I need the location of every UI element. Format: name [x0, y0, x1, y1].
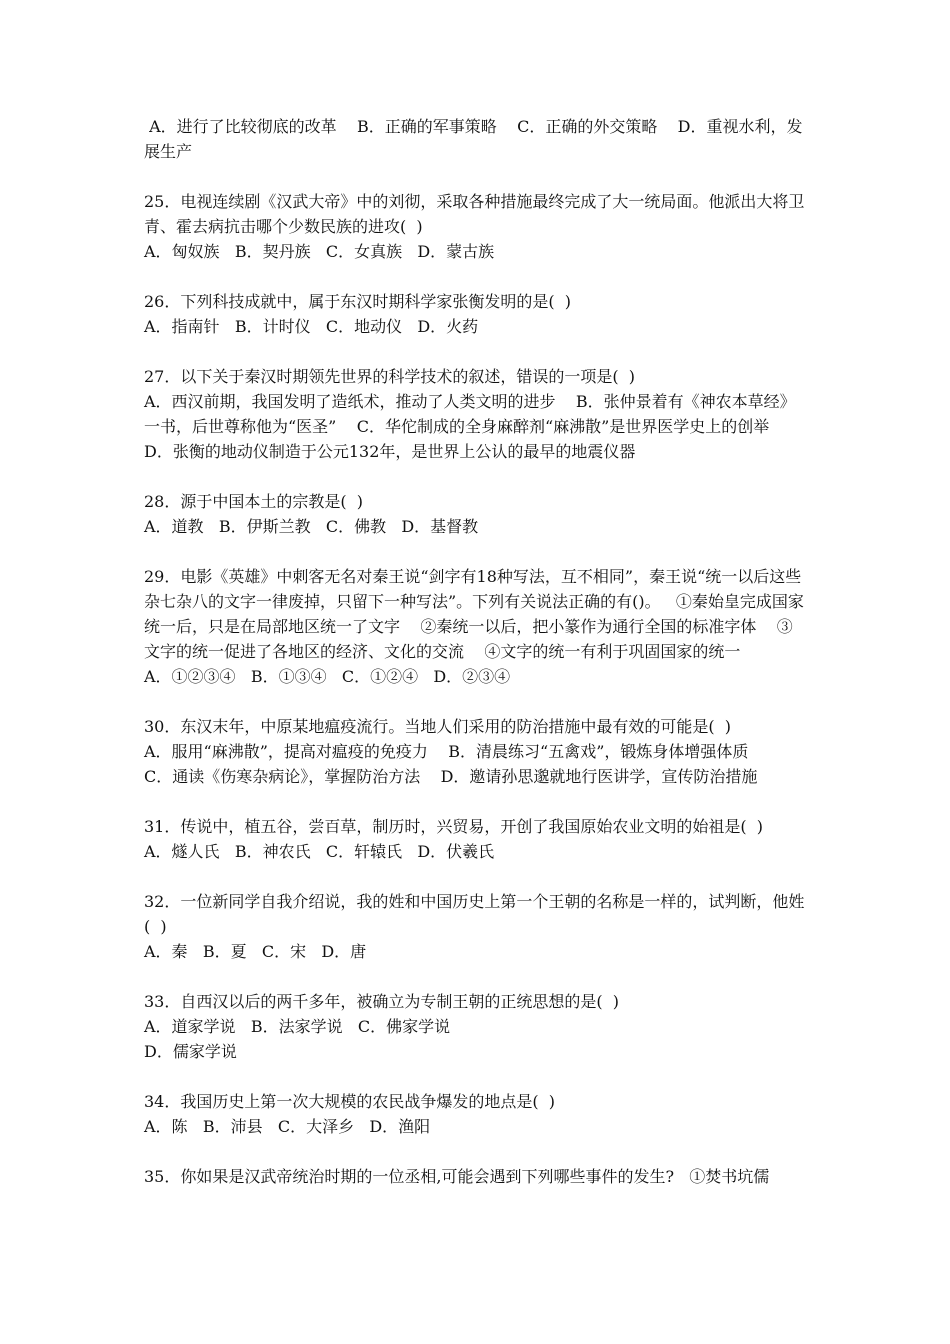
question-item	[144, 714, 808, 789]
question-options: A．道教 B．伊斯兰教 C．佛教 D．基督教	[144, 517, 479, 536]
question-stem: 32．一位新同学自我介绍说，我的姓和中国历史上第一个王朝的名称是一样的，试判断，他姓( )	[144, 892, 805, 936]
question-item	[144, 1089, 808, 1139]
question-item	[144, 489, 808, 539]
question-item	[144, 564, 808, 689]
question-options: A．①②③④ B．①③④ C．①②④ D．②③④	[144, 667, 511, 686]
question-list	[144, 114, 808, 1214]
question-item	[144, 364, 808, 464]
question-options: A．道家学说 B．法家学说 C．佛家学说	[144, 1017, 451, 1036]
question-stem: 33．自西汉以后的两千多年，被确立为专制王朝的正统思想的是( )	[144, 992, 620, 1011]
question-item	[144, 989, 808, 1064]
question-stem: 34．我国历史上第一次大规模的农民战争爆发的地点是( )	[144, 1092, 556, 1111]
question-options: A．陈 B．沛县 C．大泽乡 D．渔阳	[144, 1117, 431, 1136]
question-item	[144, 289, 808, 339]
question-stem: 31．传说中，植五谷，尝百草，制历时，兴贸易，开创了我国原始农业文明的始祖是( )	[144, 817, 764, 836]
question-stem: 35．你如果是汉武帝统治时期的一位丞相,可能会遇到下列哪些事件的发生? ①焚书坑儒	[144, 1167, 770, 1186]
question-item	[144, 814, 808, 864]
question-options: A．燧人氏 B．神农氏 C．轩辕氏 D．伏羲氏	[144, 842, 495, 861]
question-options: A．匈奴族 B．契丹族 C．女真族 D．蒙古族	[144, 242, 495, 261]
question-stem: 28．源于中国本土的宗教是( )	[144, 492, 364, 511]
question-item	[144, 114, 808, 164]
question-stem: 25．电视连续剧《汉武大帝》中的刘彻，采取各种措施最终完成了大一统局面。他派出大将卫青、霍去病抗击哪个少数民族的进攻( )	[144, 192, 805, 236]
question-item	[144, 889, 808, 964]
question-options: A．西汉前期，我国发明了造纸术，推动了人类文明的进步 B．张仲景着有《神农本草经》一书，后世尊称他为“医圣” C．华佗制成的全身麻醉剂“麻沸散”是世界医学史上的创举 D．张衡的地动仪制造于公元132年，是世界上公认的最早的地震仪器	[144, 392, 796, 461]
question-stem: 26．下列科技成就中，属于东汉时期科学家张衡发明的是( )	[144, 292, 572, 311]
question-options: D．儒家学说	[144, 1042, 237, 1061]
question-stem: 27．以下关于秦汉时期领先世界的科学技术的叙述，错误的一项是( )	[144, 367, 636, 386]
question-options: A．进行了比较彻底的改革 B．正确的军事策略 C．正确的外交策略 D．重视水利，发展生产	[144, 117, 803, 161]
question-options: A．服用“麻沸散”，提高对瘟疫的免疫力 B．清晨练习“五禽戏”，锻炼身体增强体质	[144, 742, 749, 761]
question-stem: 29．电影《英雄》中刺客无名对秦王说“剑字有18种写法，互不相同”，秦王说“统一以后这些杂七杂八的文字一律废掉，只留下一种写法”。下列有关说法正确的有()。 ①秦始皇完成国家统一后，只是在局部地区统一了文字 ②秦统一以后，把小篆作为通行全国的标准字体 ③文字的统一促进了各地区的经济、文化的交流 ④文字的统一有利于巩固国家的统一	[144, 567, 804, 661]
question-options: A．秦 B．夏 C．宋 D．唐	[144, 942, 367, 961]
question-options: C．通读《伤寒杂病论》，掌握防治方法 D．邀请孙思邈就地行医讲学，宣传防治措施	[144, 767, 758, 786]
question-item	[144, 189, 808, 264]
question-stem: 30．东汉末年，中原某地瘟疫流行。当地人们采用的防治措施中最有效的可能是( )	[144, 717, 732, 736]
question-item	[144, 1164, 808, 1189]
question-options: A．指南针 B．计时仪 C．地动仪 D．火药	[144, 317, 479, 336]
